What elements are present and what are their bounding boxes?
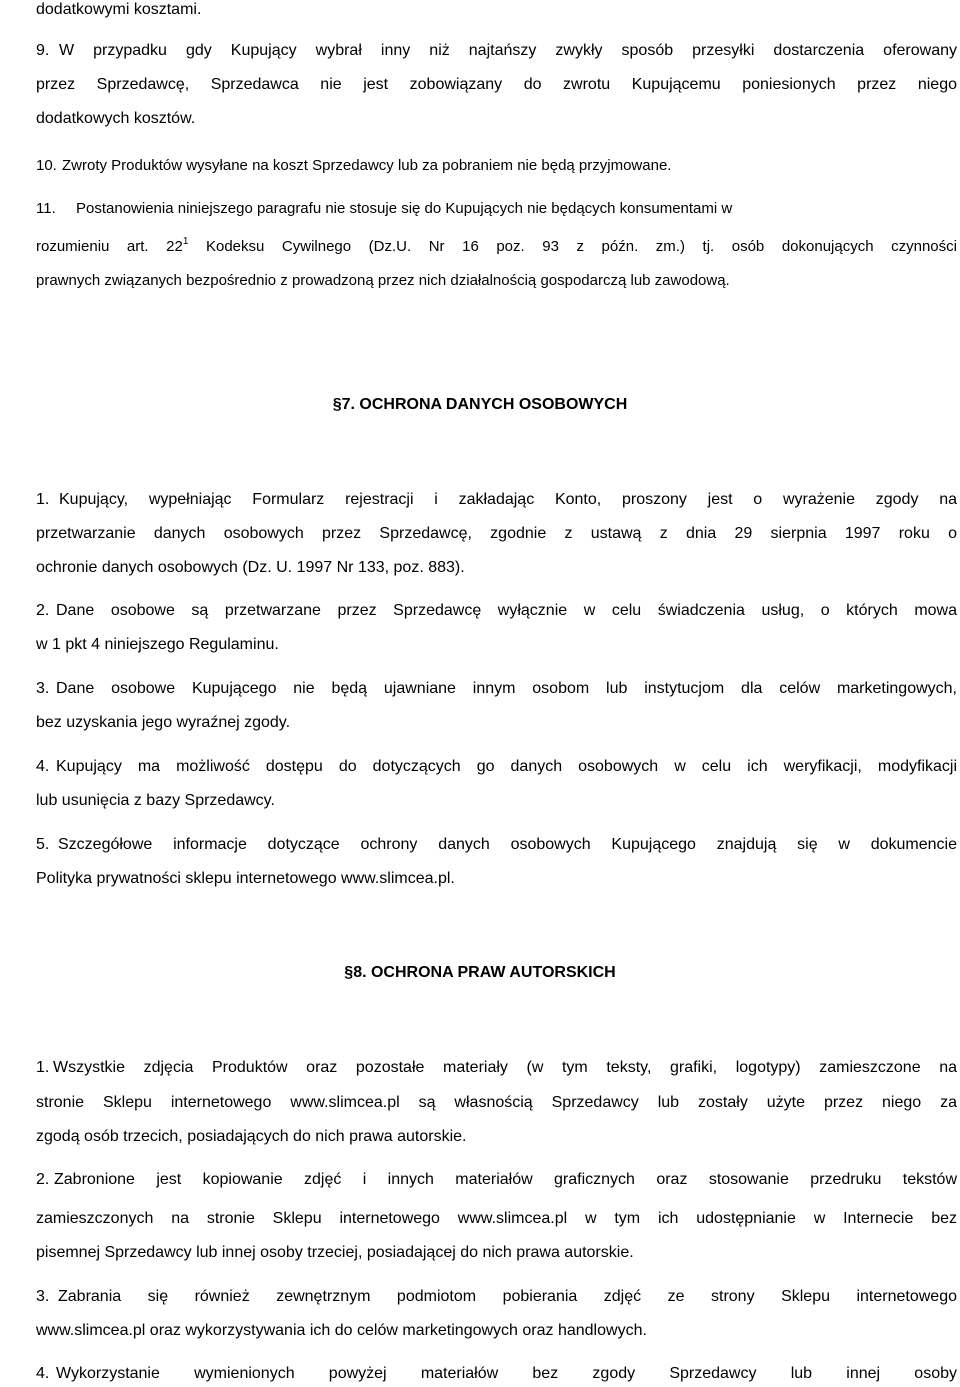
list-number: 4. bbox=[36, 758, 50, 775]
paragraph-line bbox=[36, 757, 957, 777]
section-heading bbox=[0, 395, 960, 415]
paragraph-line: www.slimcea.pl oraz wykorzystywania ich do celów marketingowych oraz handlowych. bbox=[36, 1322, 647, 1339]
paragraph-line bbox=[36, 635, 957, 655]
list-number: 4. bbox=[36, 1365, 50, 1382]
paragraph-line bbox=[36, 1170, 957, 1190]
paragraph-line bbox=[36, 679, 957, 699]
paragraph-text: Postanowienia niniejszego paragrafu nie stosuje się do Kupujących nie będących konsumentami w bbox=[76, 200, 733, 217]
paragraph-line: ochronie danych osobowych (Dz. U. 1997 Nr 133, poz. 883). bbox=[36, 559, 465, 576]
list-number: 2. bbox=[36, 602, 50, 619]
paragraph-line: prawnych związanych bezpośrednio z prowadzoną przez nich działalnością gospodarczą lub zawodową. bbox=[36, 272, 730, 289]
paragraph-line: dodatkowych kosztów. bbox=[36, 110, 196, 127]
paragraph-line bbox=[36, 1287, 957, 1307]
paragraph-line: przetwarzanie danych osobowych przez Sprzedawcę, zgodnie z ustawą z dnia 29 sierpnia 1997 roku o bbox=[36, 525, 957, 542]
list-number: 5. bbox=[36, 836, 50, 853]
paragraph-text: Zwroty Produktów wysyłane na koszt Sprzedawcy lub za pobraniem nie będą przyjmowane. bbox=[62, 157, 672, 174]
paragraph-text: Zabronione jest kopiowanie zdjęć i innych materiałów graficznych oraz stosowanie przedruku tekstów bbox=[54, 1171, 957, 1188]
list-number: 3. bbox=[36, 1288, 50, 1305]
paragraph-text: Dane osobowe Kupującego nie będą ujawniane innym osobom lub instytucjom dla celów marketingowych, bbox=[56, 680, 957, 697]
list-number: 9. bbox=[36, 42, 50, 59]
paragraph-line bbox=[36, 490, 957, 510]
paragraph-line: pisemnej Sprzedawcy lub innej osoby trzeciej, posiadającej do nich prawa autorskie. bbox=[36, 1244, 634, 1261]
paragraph-text: w 1 pkt 4 niniejszego Regulaminu. bbox=[36, 636, 279, 653]
section-heading bbox=[0, 963, 960, 983]
list-number: 3. bbox=[36, 680, 50, 697]
paragraph-line bbox=[36, 601, 957, 621]
paragraph-text: Wykorzystanie wymienionych powyżej materiałów bez zgody Sprzedawcy lub innej osoby bbox=[56, 1365, 957, 1382]
paragraph-text: Szczegółowe informacje dotyczące ochrony danych osobowych Kupującego znajdują się w dokumencie bbox=[58, 836, 957, 853]
paragraph-line: lub usunięcia z bazy Sprzedawcy. bbox=[36, 792, 275, 809]
paragraph-line bbox=[36, 835, 957, 855]
paragraph-text: Kupujący, wypełniając Formularz rejestracji i zakładając Konto, proszony jest o wyrażenie zgody na bbox=[59, 491, 957, 508]
list-number: 1. bbox=[36, 1059, 50, 1076]
paragraph-text: Kupujący ma możliwość dostępu do dotyczących go danych osobowych w celu ich weryfikacji, modyfikacji bbox=[56, 758, 957, 775]
list-number: 11. bbox=[36, 200, 56, 217]
heading-text: 8. OCHRONA PRAW AUTORSKICH bbox=[353, 964, 616, 981]
paragraph-text: W przypadku gdy Kupujący wybrał inny niż najtańszy zwykły sposób przesyłki dostarczenia oferowany bbox=[59, 42, 957, 59]
paragraph-line bbox=[36, 1364, 957, 1384]
list-number: 10. bbox=[36, 157, 57, 174]
list-number: 2. bbox=[36, 1171, 50, 1188]
paragraph-text: rozumieniu art. 22 bbox=[36, 238, 183, 255]
paragraph-line bbox=[36, 1058, 957, 1078]
heading-text: 7. OCHRONA DANYCH OSOBOWYCH bbox=[341, 396, 628, 413]
paragraph-line bbox=[36, 199, 957, 219]
section-sign: § bbox=[332, 396, 342, 413]
superscript: 1 bbox=[182, 236, 189, 247]
paragraph-line: przez Sprzedawcę, Sprzedawca nie jest zobowiązany do zwrotu Kupującemu poniesionych przez niego bbox=[36, 76, 957, 93]
paragraph-line: zgodą osób trzecich, posiadających do nich prawa autorskie. bbox=[36, 1128, 467, 1145]
paragraph-line bbox=[36, 156, 957, 176]
paragraph-text: Zabrania się również zewnętrznym podmiotom pobierania zdjęć ze strony Sklepu internetowego bbox=[58, 1288, 957, 1305]
paragraph-text: Wszystkie zdjęcia Produktów oraz pozostałe materiały (w tym teksty, grafiki, logotypy) zamieszczone na bbox=[53, 1059, 957, 1076]
paragraph-text: Kodeksu Cywilnego (Dz.U. Nr 16 poz. 93 z późn. zm.) tj. osób dokonujących czynności bbox=[188, 238, 957, 255]
paragraph-line: bez uzyskania jego wyraźnej zgody. bbox=[36, 714, 291, 731]
paragraph-line bbox=[36, 41, 957, 61]
section-sign: § bbox=[344, 964, 354, 981]
paragraph-line: stronie Sklepu internetowego www.slimcea.pl są własnością Sprzedawcy lub zostały użyte przez niego za bbox=[36, 1094, 957, 1111]
paragraph-line: dodatkowymi kosztami. bbox=[36, 1, 202, 18]
paragraph-line: Polityka prywatności sklepu internetowego www.slimcea.pl. bbox=[36, 870, 455, 887]
paragraph-line: zamieszczonych na stronie Sklepu internetowego www.slimcea.pl w tym ich udostępnianie w Internecie bez bbox=[36, 1210, 957, 1227]
list-number: 1. bbox=[36, 491, 50, 508]
paragraph-line bbox=[36, 237, 957, 257]
paragraph-text: Dane osobowe są przetwarzane przez Sprzedawcę wyłącznie w celu świadczenia usług, o których mowa bbox=[56, 602, 957, 619]
